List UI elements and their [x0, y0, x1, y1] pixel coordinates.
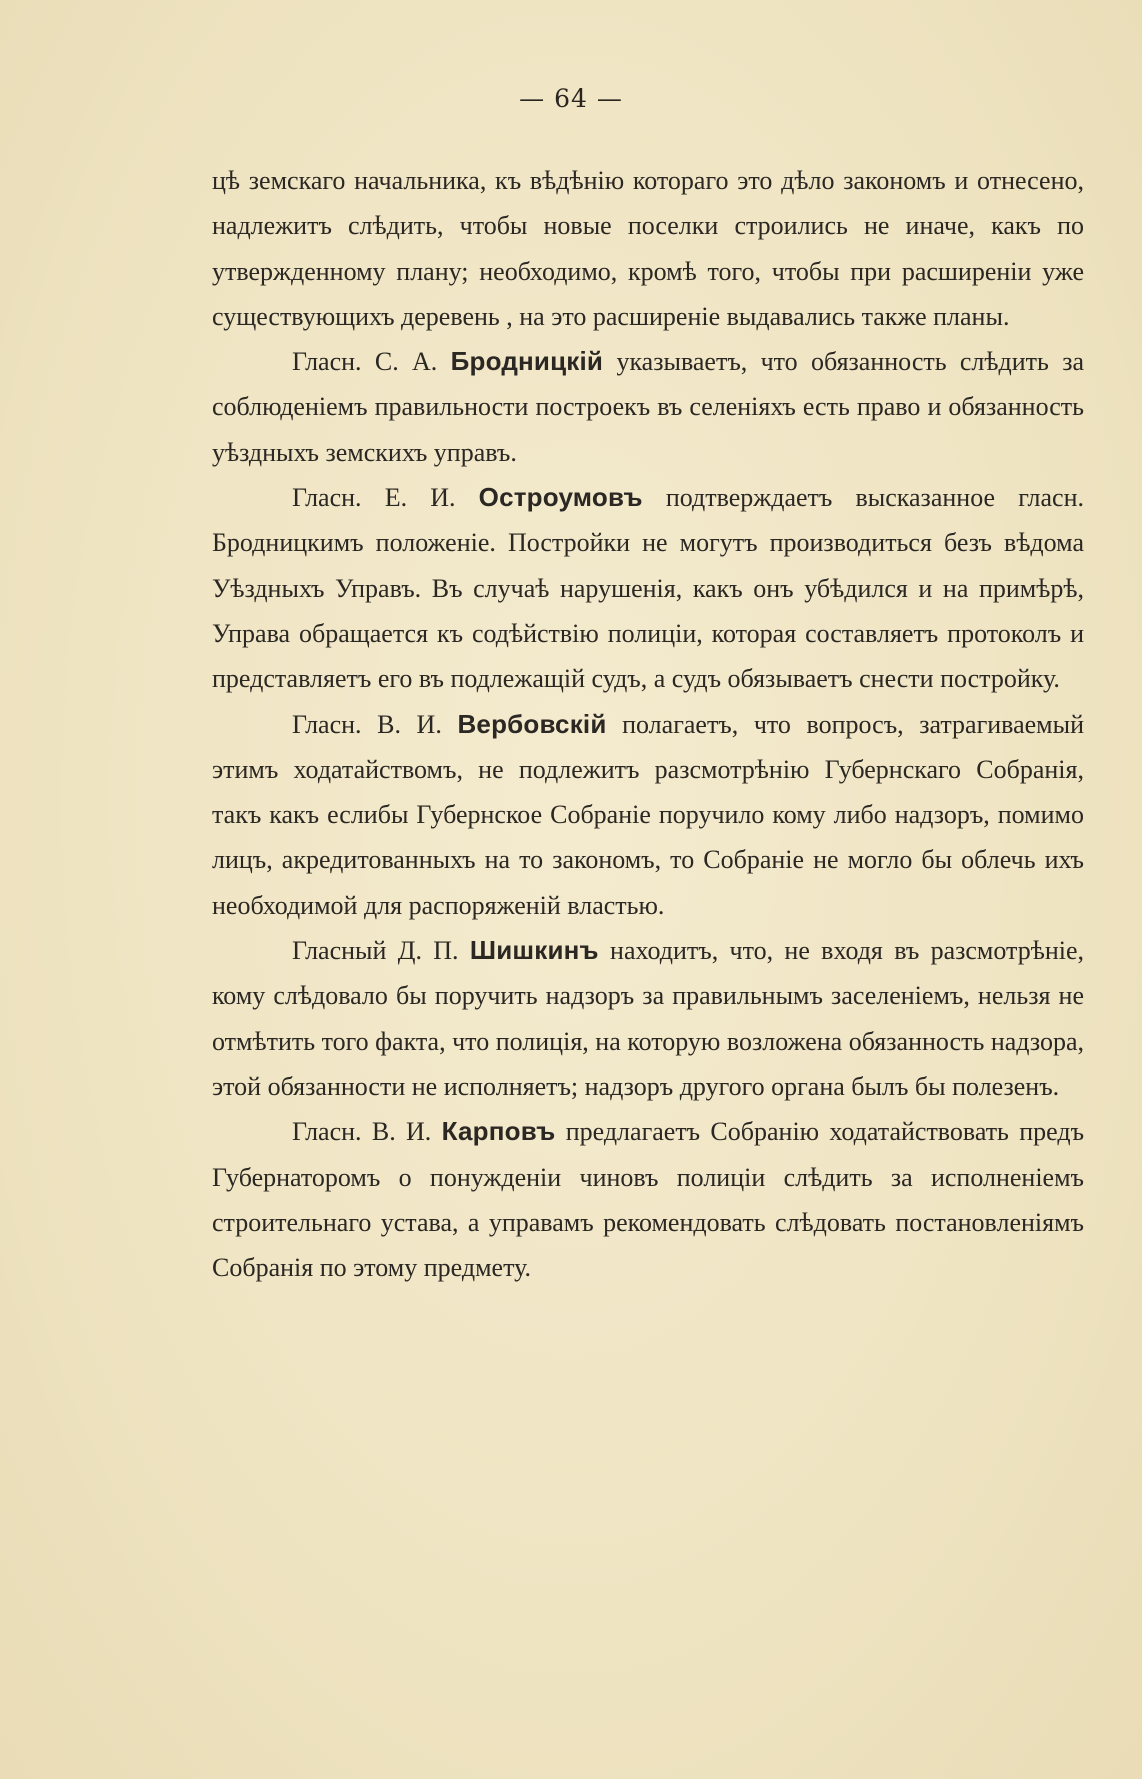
paragraph-4	[212, 702, 1084, 928]
speaker-name: Карповъ	[441, 1116, 556, 1147]
paragraph-3	[212, 475, 1084, 701]
paragraph-text: предлагаетъ Собранію ходатайствовать предъ Губернаторомъ о понужденіи чиновъ полиціи слѣдить за исполненіемъ строительнаго устава, а управамъ рекомендовать слѣдовать постановленіямъ Собранія по этому предмету.	[212, 1117, 1085, 1283]
paragraph-text: указываетъ, что обязанность слѣдить за соблюденіемъ правильности построекъ въ селеніяхъ есть право и обязанность уѣздныхъ земскихъ управъ.	[212, 347, 1085, 467]
paragraph-text: полагаетъ, что вопросъ, затрагиваемый этимъ ходатайствомъ, не подлежитъ разсмотрѣнію Губернскаго Собранія, такъ какъ еслибы Губернское Собраніе поручило кому либо надзоръ, помимо лицъ, акредитованныхъ на то закономъ, то Собраніе не могло бы облечь ихъ необходимой для распоряженій властью.	[212, 709, 1085, 920]
paragraph-2	[212, 339, 1084, 475]
speaker-name: Вербовскій	[457, 708, 607, 739]
speaker-name: Остроумовъ	[478, 482, 643, 513]
speaker-title: Гласн. В. И.	[292, 709, 442, 739]
page-number: — 64 —	[519, 84, 623, 113]
body-text	[212, 158, 1084, 1290]
speaker-title: Гласн. С. А.	[292, 347, 438, 377]
paragraph-text: находитъ, что, не входя въ разсмотрѣніе, кому слѣдовало бы поручить надзоръ за правильнымъ заселеніемъ, нельзя не отмѣтить того факта, что полиція, на которую возложена обязанность надзора, этой обязанности не исполняетъ; надзоръ другого органа былъ бы полезенъ.	[212, 936, 1085, 1101]
paragraph-6	[212, 1109, 1084, 1290]
speaker-title: Гласный Д. П.	[292, 936, 459, 966]
speaker-title: Гласн. Е. И.	[292, 483, 456, 513]
paragraph-1	[212, 158, 1084, 339]
paragraph-text: цѣ земскаго начальника, къ вѣдѣнію котораго это дѣло закономъ и отнесено, надлежитъ слѣдить, чтобы новые поселки строились не иначе, какъ по утвержденному плану; необходимо, кромѣ того, чтобы при расширеніи уже существующихъ деревень , на это расширеніе выдавались также планы.	[212, 166, 1084, 331]
speaker-title: Гласн. В. И.	[292, 1117, 432, 1147]
paragraph-text: подтверждаетъ высказанное гласн. Бродницкимъ положеніе. Постройки не могутъ производиться безъ вѣдома Уѣздныхъ Управъ. Въ случаѣ нарушенія, какъ онъ убѣдился и на примѣрѣ, Управа обращается къ содѣйствію полиціи, которая составляетъ протоколъ и представляетъ его въ подлежащій судъ, а судъ обязываетъ снести постройку.	[212, 483, 1085, 694]
paragraph-5	[212, 928, 1084, 1109]
speaker-name: Шишкинъ	[469, 935, 599, 966]
speaker-name: Бродницкій	[450, 346, 604, 377]
